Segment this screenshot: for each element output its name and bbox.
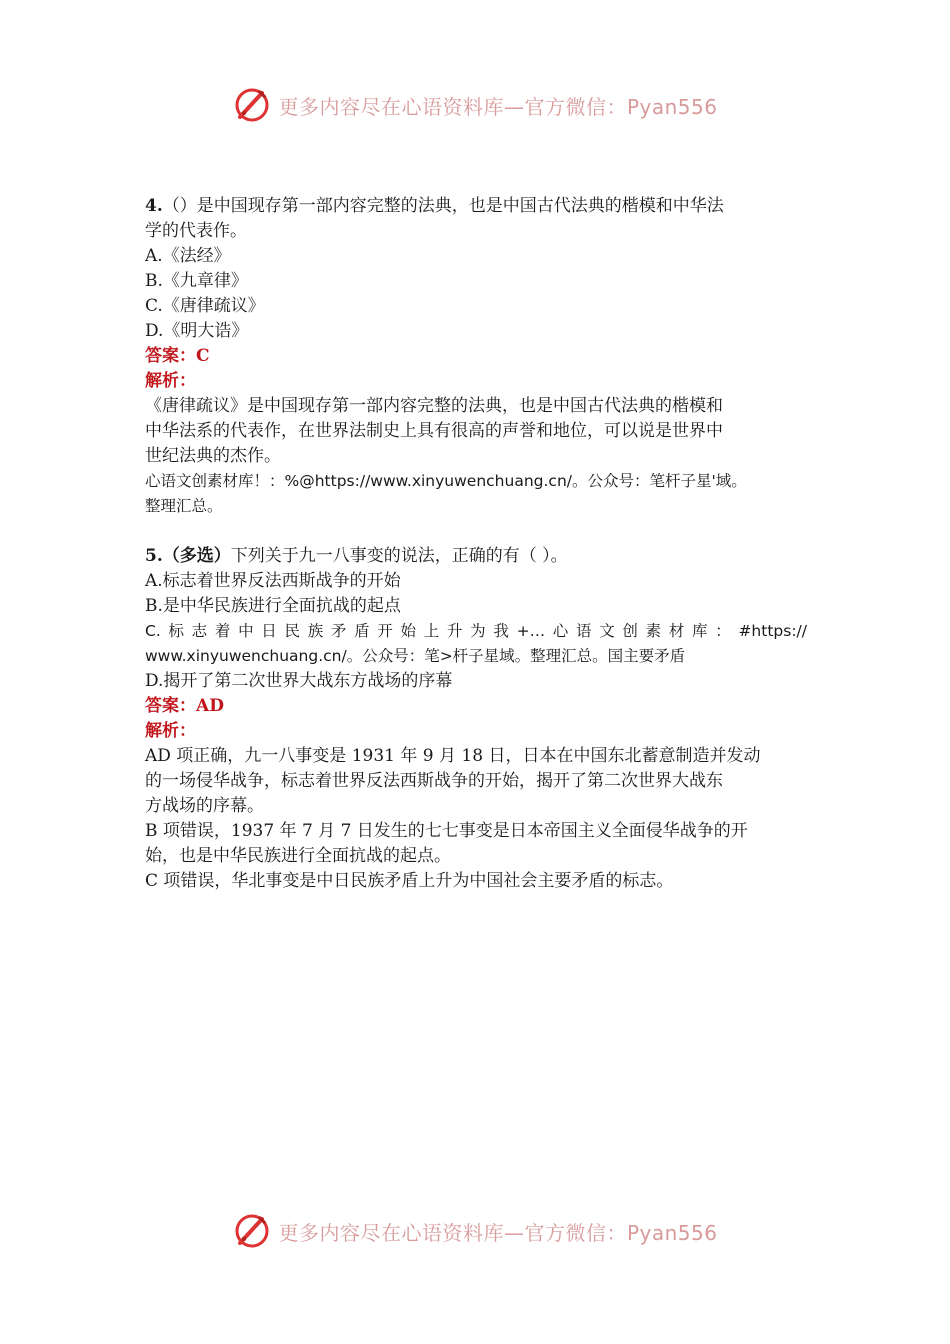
watermark-text: 整理汇总。 <box>145 497 223 515</box>
watermark-text: 心语文创素材库！：%@https://www.xinyuwenchuang.cn/。公众号：笔杆子星'域。 <box>145 472 747 490</box>
question-stem: （）是中国现存第一部内容完整的法典，也是中国古代法典的楷模和中华法 <box>162 196 724 216</box>
analysis-line: 方战场的序幕。 <box>145 796 264 816</box>
option-c: C.标志着中日民族矛盾开始上升为我+…心语文创素材库：#https:// <box>145 622 807 640</box>
analysis-line: 的一场侵华战争，标志着世界反法西斯战争的开始，揭开了第二次世界大战东 <box>145 771 723 791</box>
banner-text: 更多内容尽在心语资料库—官方微信：Pyan556 <box>278 94 718 119</box>
analysis-line: C 项错误，华北事变是中日民族矛盾上升为中国社会主要矛盾的标志。 <box>145 871 674 891</box>
banner-text: 更多内容尽在心语资料库—官方微信：Pyan556 <box>278 1220 718 1245</box>
footer-banner <box>0 1206 950 1256</box>
analysis-line: AD 项正确，九一八事变是 1931 年 9 月 18 日，日本在中国东北蓄意制造并发动 <box>145 746 761 766</box>
analysis-line: 《唐律疏议》是中国现存第一部内容完整的法典，也是中国古代法典的楷模和 <box>145 396 723 416</box>
pen-logo-icon <box>232 1211 272 1251</box>
answer: 答案：AD <box>145 696 224 716</box>
option-c: C.《唐律疏议》 <box>145 296 265 316</box>
question-stem-cont: 学的代表作。 <box>145 221 247 241</box>
question-stem: 下列关于九一八事变的说法，正确的有（ ）。 <box>230 546 568 566</box>
option-b: B.《九章律》 <box>145 271 248 291</box>
analysis-label: 解析： <box>145 721 196 741</box>
analysis-line: 世纪法典的杰作。 <box>145 446 281 466</box>
question-4 <box>145 194 807 519</box>
document-body <box>145 194 807 894</box>
pen-logo-icon <box>232 85 272 125</box>
question-type-tag: （多选） <box>162 546 231 566</box>
question-number: 5. <box>145 546 163 566</box>
header-banner <box>0 80 950 130</box>
option-c-cont: www.xinyuwenchuang.cn/。公众号：笔>杆子星域。整理汇总。国主要矛盾 <box>145 647 686 665</box>
answer: 答案：C <box>145 346 210 366</box>
analysis-line: B 项错误，1937 年 7 月 7 日发生的七七事变是日本帝国主义全面侵华战争的开 <box>145 821 748 841</box>
analysis-line: 始，也是中华民族进行全面抗战的起点。 <box>145 846 451 866</box>
option-d: D.揭开了第二次世界大战东方战场的序幕 <box>145 671 453 691</box>
analysis-label: 解析： <box>145 371 196 391</box>
option-d: D.《明大诰》 <box>145 321 249 341</box>
option-b: B.是中华民族进行全面抗战的起点 <box>145 596 401 616</box>
question-5 <box>145 544 807 894</box>
option-a: A.《法经》 <box>145 246 231 266</box>
question-number: 4. <box>145 196 163 216</box>
option-a: A.标志着世界反法西斯战争的开始 <box>145 571 401 591</box>
analysis-line: 中华法系的代表作，在世界法制史上具有很高的声誉和地位，可以说是世界中 <box>145 421 723 441</box>
